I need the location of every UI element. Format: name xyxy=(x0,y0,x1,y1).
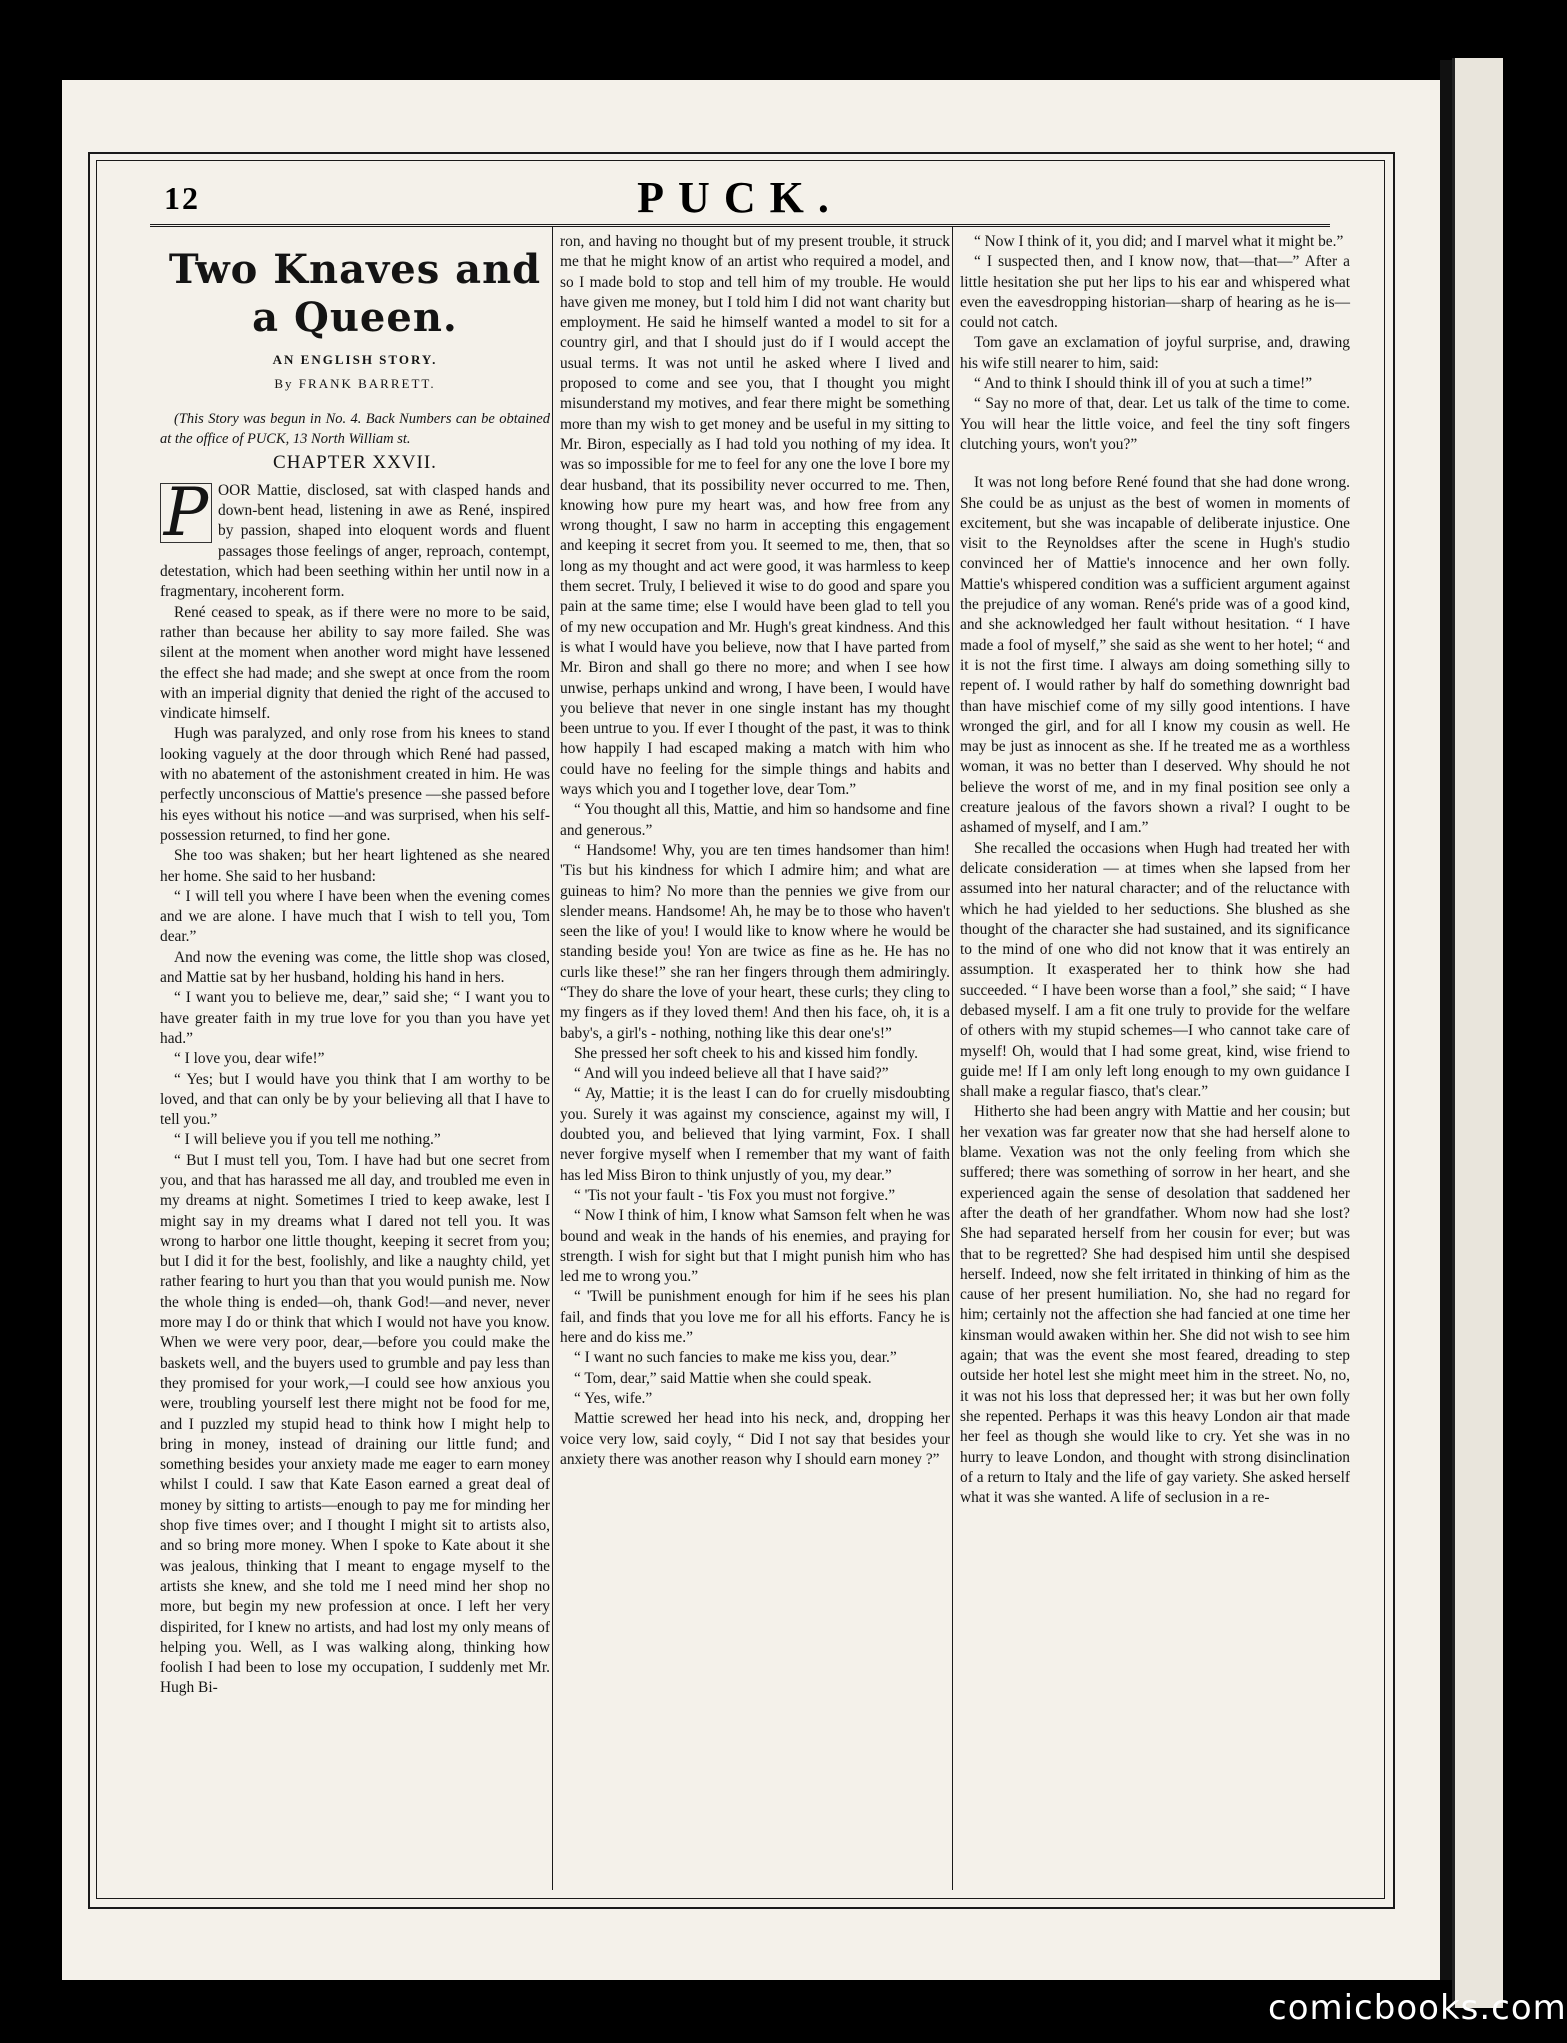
masthead: PUCK. xyxy=(637,173,843,222)
paragraph: “ And to think I should think ill of you at such a time!” xyxy=(974,375,1313,393)
paragraph: “ I will tell you where I have been when the evening comes and we are alone. I have much that I wish to tell you, Tom dear.” xyxy=(160,887,550,946)
paragraph: Hugh was paralyzed, and only rose from his knees to stand looking vaguely at the door through which René had passed, with no abatement of the astonishment created in him. He was perfectly unconscious of Mattie's presence —she passed before his eyes without his notice —and was surprised, when his self-possession returned, to find her gone. xyxy=(160,725,550,844)
paragraph: “ Yes; but I would have you think that I am worthy to be loved, and that can only be by your believing all that I have to tell you.” xyxy=(160,1070,550,1129)
paragraph: “ Ay, Mattie; it is the least I can do for cruelly misdoubting you. Surely it was against my conscience, against my will, I doubted you, and believed that lying varmint, Fox. I shall never forgive myself when I remember that my want of faith has led Miss Biron to think unjustly of you, my dear.” xyxy=(560,1085,950,1184)
paragraph: OOR Mattie, disclosed, sat with clasped hands and down-bent head, listening in awe as René, inspired by passion, shaped into eloquent words and fluent passages those feelings of anger, reproach, contempt, detestation, which had been seething within her until now in a fragmentary, incoherent form. xyxy=(160,481,550,601)
page-header xyxy=(150,168,1330,226)
section-break xyxy=(960,455,1350,473)
binding-shadow xyxy=(1440,60,1452,2000)
paragraph: “ Handsome! Why, you are ten times handsomer than him! 'Tis but his kindness for which I admire him; and what are guineas to him? No more than the pennies we give from our slender means. Handsome! Ah, he may be to those who haven't seen the like of you! I would like to know where he would be standing beside you! Yon are twice as fine as he. He has no curls like these!” she ran her fingers through them admiringly. “They do share the love of your heart, these curls; they cling to my fingers as if they loved them! And then his face, oh, it is a baby's, a girl's - nothing, nothing like this dear one's!” xyxy=(560,841,950,1042)
paragraph: “ I want no such fancies to make me kiss you, dear.” xyxy=(574,1349,897,1367)
paragraph: “ Say no more of that, dear. Let us talk of the time to come. You will hear the little voice, and feel the tiny soft fingers clutching yours, won't you?” xyxy=(960,395,1350,453)
story-subtitle: AN ENGLISH STORY. xyxy=(272,352,438,367)
paragraph: She recalled the occasions when Hugh had treated her with delicate consideration — at times when she lapsed from her assumed into her natural character; and of the reluctance with which he had yielded to her seductions. She blushed as she thought of the character she had sustained, and its significance to the mind of one who did not know that it was entirely an assumption. It exasperated her to think how she had succeeded. “ I have been worse than a fool,” she said; “ I have debased myself. I am a fit one truly to provide for the welfare of others with my stupid schemes—I who cannot take care of myself! Oh, would that I had some great, kind, wise friend to guide me! If I am only left long enough to my own guidance I shall make a regular fiasco, that's clear.” xyxy=(960,839,1350,1101)
paragraph: “ Tom, dear,” said Mattie when she could speak. xyxy=(574,1369,872,1387)
scan-bottom-border xyxy=(62,1980,1452,2043)
paragraph: “ Yes, wife.” xyxy=(574,1389,653,1407)
paragraph: “ Now I think of him, I know what Samson felt when he was bound and weak in the hands of his enemies, and praying for strength. I wish for sight but that I might punish him who has led me to wrong you.” xyxy=(560,1207,950,1286)
story-byline: By FRANK BARRETT. xyxy=(274,376,436,392)
story-note: (This Story was begun in No. 4. Back Numbers can be obtained at the office of PUCK, 13 North William st. xyxy=(160,410,550,447)
column-rule xyxy=(552,226,553,1890)
paragraph: Mattie screwed her head into his neck, and, dropping her voice very low, said coyly, “ Did I not say that besides your anxiety there was another reason why I should earn money ?” xyxy=(560,1410,950,1468)
paragraph: Hitherto she had been angry with Mattie and her cousin; but her vexation was far greater now that she had herself alone to blame. Vexation was not the only feeling from which she suffered; there was something of sorrow in her heart, and she experienced again the sense of desolation that saddened her after the death of her grandfather. Whom now had she lost? She had separated herself from her cousin for ever; but was that to be regretted? She had despised him until she despised herself. Indeed, now she felt irritated in thinking of him as the cause of her present humiliation. No, she had no regard for him; certainly not the affection she had fancied at one time her kinsman would awaken within her. She did not wish to see him again; that was the event she most feared, dreading to step outside her hotel lest she might meet him in the street. No, no, it was not his loss that depressed her; it was but her own folly she repented. Perhaps it was this heavy London air that made her feel as though she would like to cry. Yet she was in no hurry to leave London, and thought with strong disinclination of a return to Italy and the life of gay variety. She asked herself what it was she wanted. A life of seclusion in a re- xyxy=(960,1103,1350,1507)
column-1 xyxy=(160,232,550,1882)
paragraph: René ceased to speak, as if there were no more to be said, rather than because her ability to say more failed. She was silent at the moment when another word might have lessened the effect she had made; and she swept at once from the room with an imperial dignity that denied the right of the accused to vindicate himself. xyxy=(160,603,550,723)
facing-page-edge xyxy=(1452,58,1503,2008)
column-2-body xyxy=(560,232,950,1470)
paragraph: ron, and having no thought but of my present trouble, it struck me that he might know of an artist who required a model, and so I made bold to stop and tell him of my trouble. He would have given me money, but I told him I did not want charity but employment. He said he himself wanted a model to sit for a country girl, and that I should just do if I would accept the usual terms. It was not until he asked where I lived and proposed to come and see you, that I thought you might misunderstand my motives, and fear there might be something more than my wish to get money and be useful in my sitting to Mr. Biron, especially as I had told you nothing of my idea. It was so impossible for me to feel for any one the love I bore my dear husband, that its possibility never occurred to me. Then, knowing how pure my heart was, and how free from any wrong thought, I saw no harm in accepting this engagement and keeping it secret from you. It seemed to me, then, that so long as my thought and act were good, it was harmless to keep them secret. Truly, I believed it wise to do good and spare you pain at the same time; else I would have been glad to tell you of my new occupation and Mr. Hugh's great kindness. And this is what I would have you believe, now that I have parted from Mr. Biron and shall go there no more; and when I see how unwise, perhaps unkind and wrong, I have been, I would have you believe that never in one single instant has my thought been untrue to you. If ever I thought of the past, it was to think how happily I had escaped making a match with him who could have no feeling for the simple things and habits and ways which you and I together love, dear Tom.” xyxy=(560,233,950,799)
paragraph: “ Now I think of it, you did; and I marvel what it might be.” xyxy=(974,233,1344,250)
column-rule xyxy=(952,226,953,1890)
column-2 xyxy=(560,232,950,1882)
watermark: comicbooks.com xyxy=(1268,1988,1567,2028)
paragraph: “ I want you to believe me, dear,” said she; “ I want you to have greater faith in my true love for you than you have yet had.” xyxy=(160,989,550,1047)
story-title: Two Knaves and a Queen. xyxy=(168,246,542,341)
paragraph: Tom gave an exclamation of joyful surprise, and, drawing his wife still nearer to him, said: xyxy=(960,334,1350,372)
paragraph: “ I love you, dear wife!” xyxy=(174,1050,325,1068)
paragraph: And now the evening was come, the little shop was closed, and Mattie sat by her husband, holding his hand in hers. xyxy=(160,948,550,987)
paragraph: “ I suspected then, and I know now, that—that—” After a little hesitation she put her lips to his ear and whispered what even the eavesdropping historian—sharp of hearing as he is—could not catch. xyxy=(960,253,1350,332)
paragraph: “ 'Tis not your fault - 'tis Fox you must not forgive.” xyxy=(574,1186,896,1204)
paragraph: It was not long before René found that she had done wrong. She could be as unjust as the best of women in moments of excitement, but she was incapable of deliberate injustice. One visit to the Reynoldses after the scene in Hugh's studio convinced her of Mattie's innocence and her own folly. Mattie's whispered condition was a sufficient argument against the prejudice of any woman. René's pride was of a good kind, and she acknowledged her fault without hesitation. “ I have made a fool of myself,” she said as she went to her hotel; “ and it is not the first time. I always am doing something silly to repent of. I would rather by half do something downright bad than have mischief come of my silly good intentions. I have wronged the girl, and for all I know my cousin as well. He may be just as innocent as she. If he treated me as a worthless woman, it was no better than I deserved. Why should he not believe the worst of me, and in my final position see only a creature jealous of the favors shown a rival? I ought to be ashamed of myself, and I am.” xyxy=(960,474,1350,837)
paragraph: “ I will believe you if you tell me nothing.” xyxy=(174,1131,441,1149)
chapter-heading: CHAPTER XXVII. xyxy=(273,451,437,473)
column-3 xyxy=(960,232,1350,1882)
column-3-body xyxy=(960,232,1350,1508)
paragraph: She too was shaken; but her heart lightened as she neared her home. She said to her husband: xyxy=(160,847,550,885)
paragraph: She pressed her soft cheek to his and kissed him fondly. xyxy=(574,1044,918,1062)
paragraph: “ 'Twill be punishment enough for him if he sees his plan fail, and finds that you love me for all his efforts. Fancy he is here and do kiss me.” xyxy=(560,1288,950,1347)
paragraph: “ You thought all this, Mattie, and him so handsome and fine and generous.” xyxy=(560,801,950,839)
header-rule xyxy=(150,224,1330,227)
page-number: 12 xyxy=(164,180,200,216)
drop-cap: P xyxy=(160,483,212,543)
paragraph: “ And will you indeed believe all that I have said?” xyxy=(574,1065,889,1083)
column-1-body xyxy=(160,473,550,1699)
paragraph: “ But I must tell you, Tom. I have had but one secret from you, and that has harassed me all day, and troubled me even in my dreams at night. Sometimes I tried to keep awake, lest I might say in my dreams what I dared not tell you. It was wrong to harbor one little thought, keeping it secret from you; but I did it for the best, foolishly, and like a naughty child, yet rather fearing to hurt you than that you would punish me. Now the whole thing is ended—oh, thank God!—and never, never more may I do or think that which I would not have you know. When we were very poor, dear,—before you could make the baskets well, and the buyers used to grumble and pay less than they promised for your work,—I could see how anxious you were, troubling yourself lest there might not be food for me, and I puzzled my stupid head to think how I might help to bring in money, instead of draining our little fund; and something besides your anxiety made me eager to earn money whilst I could. I saw that Kate Eason earned a great deal of money by sitting to artists—enough to pay me for minding her shop five times over; and I thought I might sit to artists also, and so bring more money. When I spoke to Kate about it she was jealous, thinking that I meant to engage myself to the artists she knew, and she told me I need mind her shop no more, but begin my new profession at once. I left her very dispirited, for I knew no artists, and had lost my only means of helping you. Well, as I was walking along, thinking how foolish I had been to lose my occupation, I suddenly met Mr. Hugh Bi- xyxy=(160,1151,550,1697)
